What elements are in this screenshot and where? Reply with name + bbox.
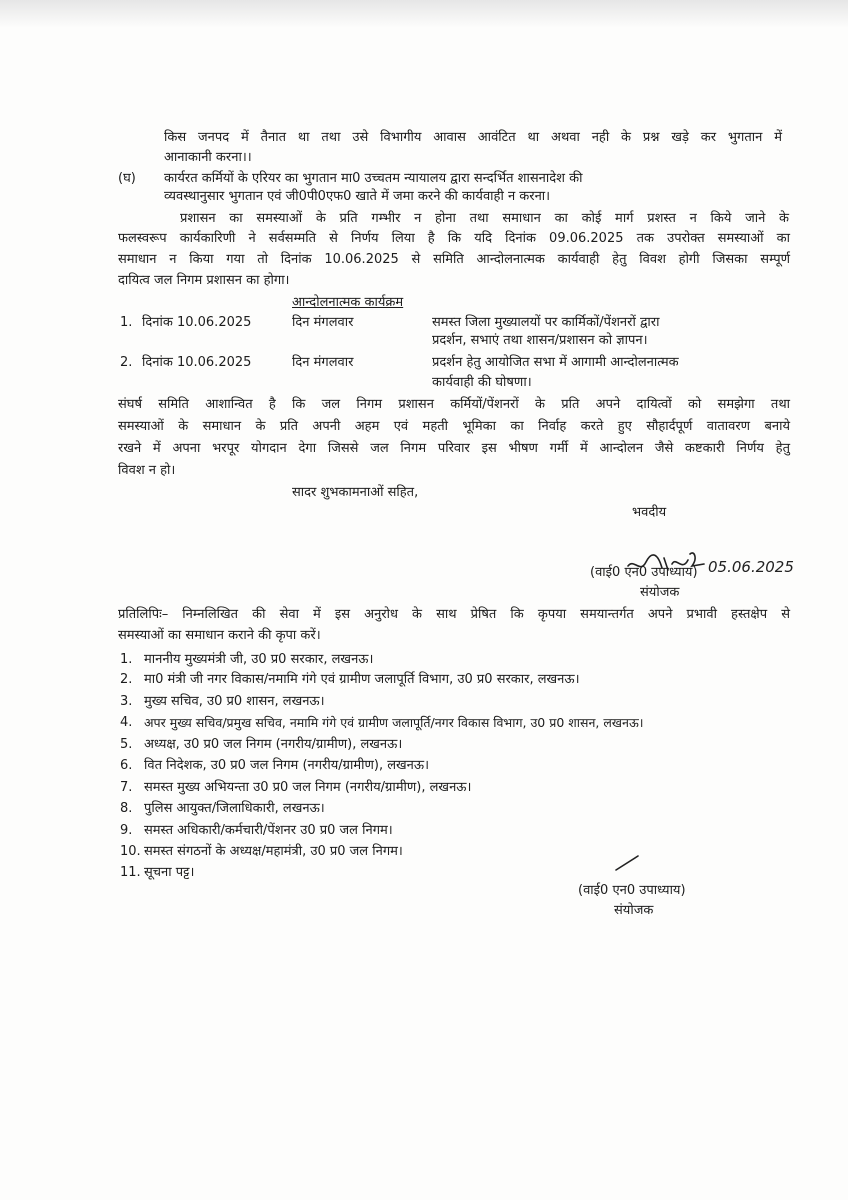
copy-item-num: 4. — [120, 715, 133, 730]
sender-title: संयोजक — [640, 585, 680, 600]
copy-item-text: मा0 मंत्री जी नगर विकास/नमामि गंगे एवं ग्रामीण जलापूर्ति विभाग, उ0 प्र0 सरकार, लखनऊ। — [144, 672, 580, 687]
program-row-desc: समस्त जिला मुख्यालयों पर कार्मिकों/पेंशनरों द्वारा — [432, 315, 660, 330]
copy-item-text: समस्त संगठनों के अध्यक्ष/महामंत्री, उ0 प्र0 जल निगम। — [144, 844, 403, 859]
program-row-date: दिनांक 10.06.2025 — [142, 315, 252, 330]
copy-intro-line2: समस्याओं का समाधान कराने की कृपा करें। — [118, 628, 321, 643]
item-gh-line2: व्यवस्थानुसार भुगतान एवं जी0पी0एफ0 खाते में जमा करने की कार्यवाही न करना। — [164, 189, 551, 204]
copy-item-num: 11. — [120, 865, 141, 880]
copy-item-text: मुख्य सचिव, उ0 प्र0 शासन, लखनऊ। — [144, 694, 325, 709]
copy-item-num: 10. — [120, 844, 141, 859]
copy-item-num: 6. — [120, 758, 133, 773]
item-gh-marker: (घ) — [118, 171, 136, 186]
copy-item-num: 1. — [120, 652, 133, 667]
copy-item-num: 5. — [120, 737, 133, 752]
program-row-num: 2. — [120, 355, 133, 370]
para3-line3: रखने में अपना भरपूर योगदान देगा जिससे जल निगम परिवार इस भीषण गर्मी में आन्दोलन जैसे कष्टकारी निर्णय हेतु — [118, 441, 790, 456]
copy-item-num: 2. — [120, 672, 133, 687]
para2-line2: फलस्वरूप कार्यकारिणी ने सर्वसम्मति से निर्णय लिया है कि यदि दिनांक 09.06.2025 तक उपरोक्त समस्याओं का — [118, 231, 790, 246]
scan-edge — [0, 0, 848, 28]
copy-item-num: 9. — [120, 823, 133, 838]
para1-line2: आनाकानी करना।। — [164, 150, 252, 165]
signature-date: 05.06.2025 — [708, 558, 794, 576]
copy-sender-name: (वाई0 एन0 उपाध्याय) — [578, 883, 686, 898]
copy-item-text: समस्त अधिकारी/कर्मचारी/पेंशनर उ0 प्र0 जल निगम। — [144, 823, 393, 838]
copy-item-text: समस्त मुख्य अभियन्ता उ0 प्र0 जल निगम (नगरीय/ग्रामीण), लखनऊ। — [144, 780, 472, 795]
para3-line4: विवश न हो। — [118, 463, 176, 478]
program-row-desc-cont: प्रदर्शन, सभाएं तथा शासन/प्रशासन को ज्ञापन। — [432, 333, 648, 348]
copy-item-text: वित निदेशक, उ0 प्र0 जल निगम (नगरीय/ग्रामीण), लखनऊ। — [144, 758, 430, 773]
copy-item-text: अपर मुख्य सचिव/प्रमुख सचिव, नमामि गंगे एवं ग्रामीण जलापूर्ति/नगर विकास विभाग, उ0 प्र0 शासन, लखनऊ। — [144, 715, 644, 730]
para1-line1: किस जनपद में तैनात था तथा उसे विभागीय आवास आवंटित था अथवा नही के प्रश्न खड़े कर भुगतान में — [164, 130, 782, 145]
program-row-day: दिन मंगलवार — [292, 355, 354, 370]
program-row-date: दिनांक 10.06.2025 — [142, 355, 252, 370]
program-row-desc-cont: कार्यवाही की घोषणा। — [432, 375, 532, 390]
copy-item-num: 7. — [120, 780, 133, 795]
sender-name: (वाई0 एन0 उपाध्याय) — [590, 565, 698, 580]
copy-item-text: पुलिस आयुक्त/जिलाधिकारी, लखनऊ। — [144, 801, 325, 816]
program-row-desc: प्रदर्शन हेतु आयोजित सभा में आगामी आन्दोलनात्मक — [432, 355, 679, 370]
para3-line1: संघर्ष समिति आशान्वित है कि जल निगम प्रशासन कर्मियों/पेंशनरों के प्रति अपने दायित्वों को समझेगा तथा — [118, 397, 790, 412]
closing-yours: भवदीय — [632, 505, 667, 520]
para2-line4: दायित्व जल निगम प्रशासन का होगा। — [118, 273, 290, 288]
para2-line3: समाधान न किया गया तो दिनांक 10.06.2025 से समिति आन्दोलनात्मक कार्यवाही हेतु विवश होगी जिसका सम्पूर्ण — [118, 252, 790, 267]
para2-line1: प्रशासन का समस्याओं के प्रति गम्भीर न होना तथा समाधान का कोई मार्ग प्रशस्त न किये जाने के — [180, 211, 789, 226]
copy-item-text: सूचना पट्ट। — [144, 865, 195, 880]
para3-line2: समस्याओं के समाधान के प्रति अपनी अहम एवं महती भूमिका का निर्वाह करते हुए सौहार्दपूर्ण वातावरण बनाये — [118, 419, 790, 434]
copy-item-text: माननीय मुख्यमंत्री जी, उ0 प्र0 सरकार, लखनऊ। — [144, 652, 374, 667]
program-row-day: दिन मंगलवार — [292, 315, 354, 330]
copy-item-num: 8. — [120, 801, 133, 816]
copy-sender-title: संयोजक — [614, 903, 654, 918]
copy-item-num: 3. — [120, 694, 133, 709]
item-gh-line1: कार्यरत कर्मियों के एरियर का भुगतान मा0 उच्चतम न्यायालय द्वारा सन्दर्भित शासनादेश की — [164, 171, 583, 186]
copy-intro-line1: प्रतिलिपिः– निम्नलिखित की सेवा में इस अनुरोध के साथ प्रेषित कि कृपया समयान्तर्गत अपने प्रभावी हस्तक्षेप से — [118, 607, 790, 622]
program-heading: आन्दोलनात्मक कार्यक्रम — [292, 295, 404, 310]
initial-mark — [612, 852, 642, 874]
copy-item-text: अध्यक्ष, उ0 प्र0 जल निगम (नगरीय/ग्रामीण), लखनऊ। — [144, 737, 403, 752]
closing-wishes: सादर शुभकामनाओं सहित, — [292, 485, 419, 500]
program-row-num: 1. — [120, 315, 133, 330]
